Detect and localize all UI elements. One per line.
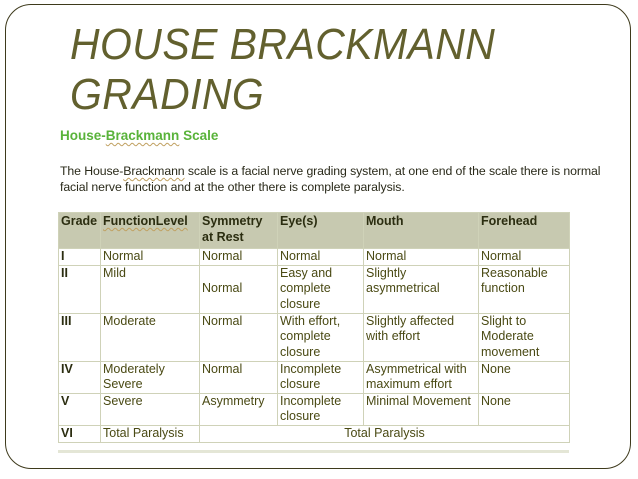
document-paragraph	[60, 163, 630, 195]
cell-eyes: With effort, complete closure	[278, 313, 364, 361]
cell-symmetry: Normal	[200, 265, 278, 313]
cell-eyes: Incomplete closure	[278, 361, 364, 393]
heading-prefix: House-	[60, 128, 106, 143]
table-row	[59, 393, 570, 425]
table-bottom-shadow	[58, 450, 569, 453]
slide-title-line-2: GRADING	[70, 70, 265, 119]
slide-title-line-1: HOUSE BRACKMANN	[70, 20, 496, 69]
cell-grade: III	[59, 313, 101, 361]
cell-eyes: Normal	[278, 249, 364, 266]
cell-forehead: Normal	[479, 249, 570, 266]
heading-suffix: Scale	[179, 128, 219, 143]
slide-title	[70, 20, 495, 120]
cell-mouth: Slightly asymmetrical	[364, 265, 479, 313]
paragraph-prefix: The House-	[60, 164, 124, 178]
cell-grade: V	[59, 393, 101, 425]
cell-function-level: Moderately Severe	[101, 361, 200, 393]
cell-function-level: Moderate	[101, 313, 200, 361]
paragraph-suffix: scale is a facial nerve grading system, at one end of the scale there is normal facial nerve function and at the other there is complete paralysis.	[60, 164, 601, 194]
cell-symmetry: Asymmetry	[200, 393, 278, 425]
header-symmetry: Symmetry at Rest	[200, 213, 278, 249]
cell-grade: I	[59, 249, 101, 266]
cell-forehead: Reasonable function	[479, 265, 570, 313]
paragraph-spellcheck-word: Brackmann	[123, 164, 185, 178]
table-row	[59, 313, 570, 361]
cell-function-level: Severe	[101, 393, 200, 425]
cell-symmetry: Normal	[200, 313, 278, 361]
table-header-row	[59, 213, 570, 249]
house-brackmann-table	[58, 212, 570, 443]
cell-forehead: Slight to Moderate movement	[479, 313, 570, 361]
cell-eyes: Easy and complete closure	[278, 265, 364, 313]
cell-function-level: Normal	[101, 249, 200, 266]
document-heading	[60, 128, 218, 143]
header-forehead: Forehead	[479, 213, 570, 249]
header-function-level	[101, 213, 200, 249]
header-grade: Grade	[59, 213, 101, 249]
cell-function-level: Mild	[101, 265, 200, 313]
header-mouth: Mouth	[364, 213, 479, 249]
cell-symmetry: Normal	[200, 249, 278, 266]
cell-mouth: Normal	[364, 249, 479, 266]
heading-spellcheck-word: Brackmann	[105, 128, 180, 143]
cell-symmetry: Normal	[200, 361, 278, 393]
table-row	[59, 265, 570, 313]
cell-grade: II	[59, 265, 101, 313]
cell-mouth: Minimal Movement	[364, 393, 479, 425]
cell-function-level: Total Paralysis	[101, 425, 200, 442]
table-row	[59, 361, 570, 393]
cell-merged-total-paralysis: Total Paralysis	[200, 425, 570, 442]
cell-grade: IV	[59, 361, 101, 393]
cell-eyes: Incomplete closure	[278, 393, 364, 425]
cell-grade: VI	[59, 425, 101, 442]
header-eyes: Eye(s)	[278, 213, 364, 249]
header-function-level-text: FunctionLevel	[103, 214, 188, 228]
cell-mouth: Slightly affected with effort	[364, 313, 479, 361]
cell-mouth: Asymmetrical with maximum effort	[364, 361, 479, 393]
table-row	[59, 425, 570, 442]
cell-forehead: None	[479, 361, 570, 393]
cell-forehead: None	[479, 393, 570, 425]
table-row	[59, 249, 570, 266]
